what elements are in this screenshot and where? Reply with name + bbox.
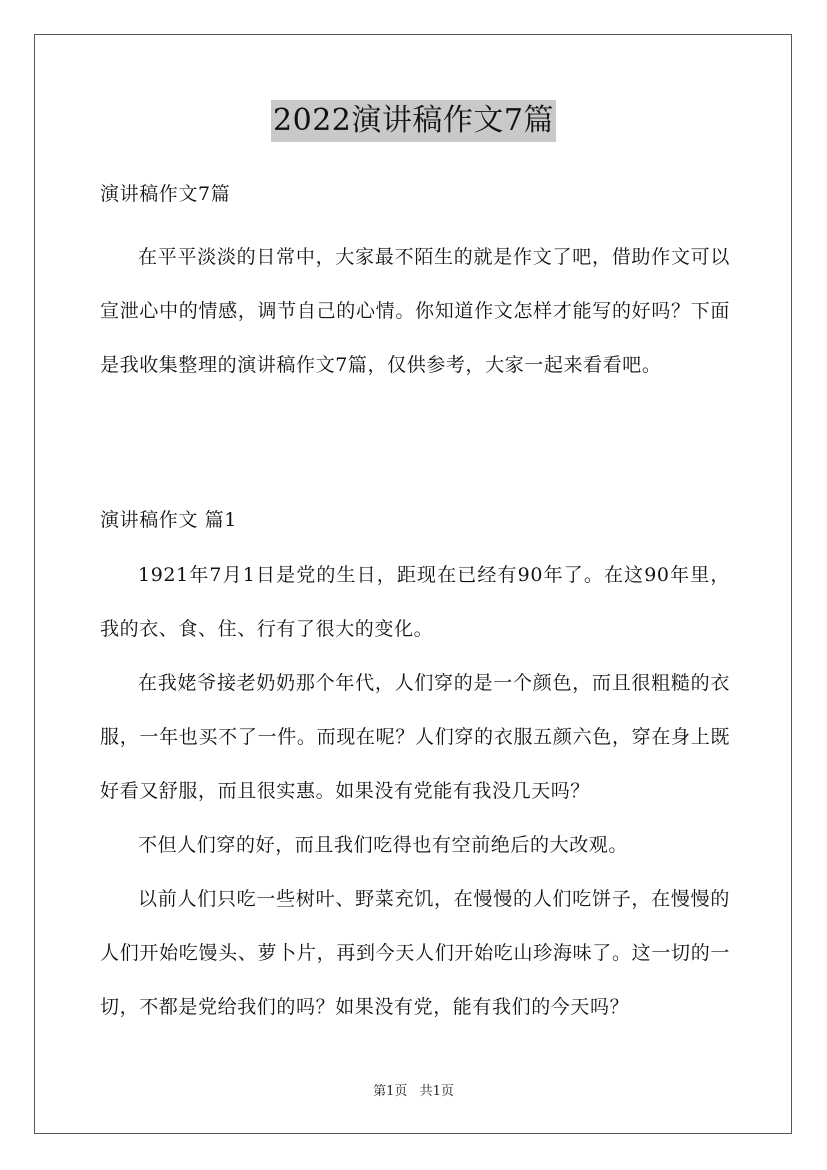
document-title: 2022演讲稿作文7篇 bbox=[271, 100, 556, 142]
body-paragraph-4: 以前人们只吃一些树叶、野菜充饥，在慢慢的人们吃饼子，在慢慢的人们开始吃馒头、萝卜片，再到今天人们开始吃山珍海味了。这一切的一切，不都是党给我们的吗？如果没有党，能有我们的今天吗？ bbox=[100, 888, 730, 1018]
intro-section bbox=[100, 230, 730, 392]
page-footer bbox=[0, 1083, 827, 1101]
body-paragraph-1: 1921年7月1日是党的生日，距现在已经有90年了。在这90年里，我的衣、食、住、行有了很大的变化。 bbox=[100, 564, 730, 640]
title-container bbox=[0, 100, 827, 142]
document-subtitle: 演讲稿作文7篇 bbox=[100, 183, 231, 205]
section-heading: 演讲稿作文 篇1 bbox=[100, 509, 237, 531]
body-paragraph-3: 不但人们穿的好，而且我们吃得也有空前绝后的大改观。 bbox=[138, 834, 629, 856]
intro-paragraph: 在平平淡淡的日常中，大家最不陌生的就是作文了吧，借助作文可以宣泄心中的情感，调节自己的心情。你知道作文怎样才能写的好吗？下面是我收集整理的演讲稿作文7篇，仅供参考，大家一起来看看吧。 bbox=[100, 246, 730, 376]
page-total: 共1页 bbox=[419, 1084, 454, 1099]
body-paragraph-2: 在我姥爷接老奶奶那个年代，人们穿的是一个颜色，而且很粗糙的衣服，一年也买不了一件。而现在呢？人们穿的衣服五颜六色，穿在身上既好看又舒服，而且很实惠。如果没有党能有我没几天吗？ bbox=[100, 672, 730, 802]
page-number: 第1页 bbox=[373, 1084, 408, 1099]
body-section bbox=[100, 548, 730, 1034]
